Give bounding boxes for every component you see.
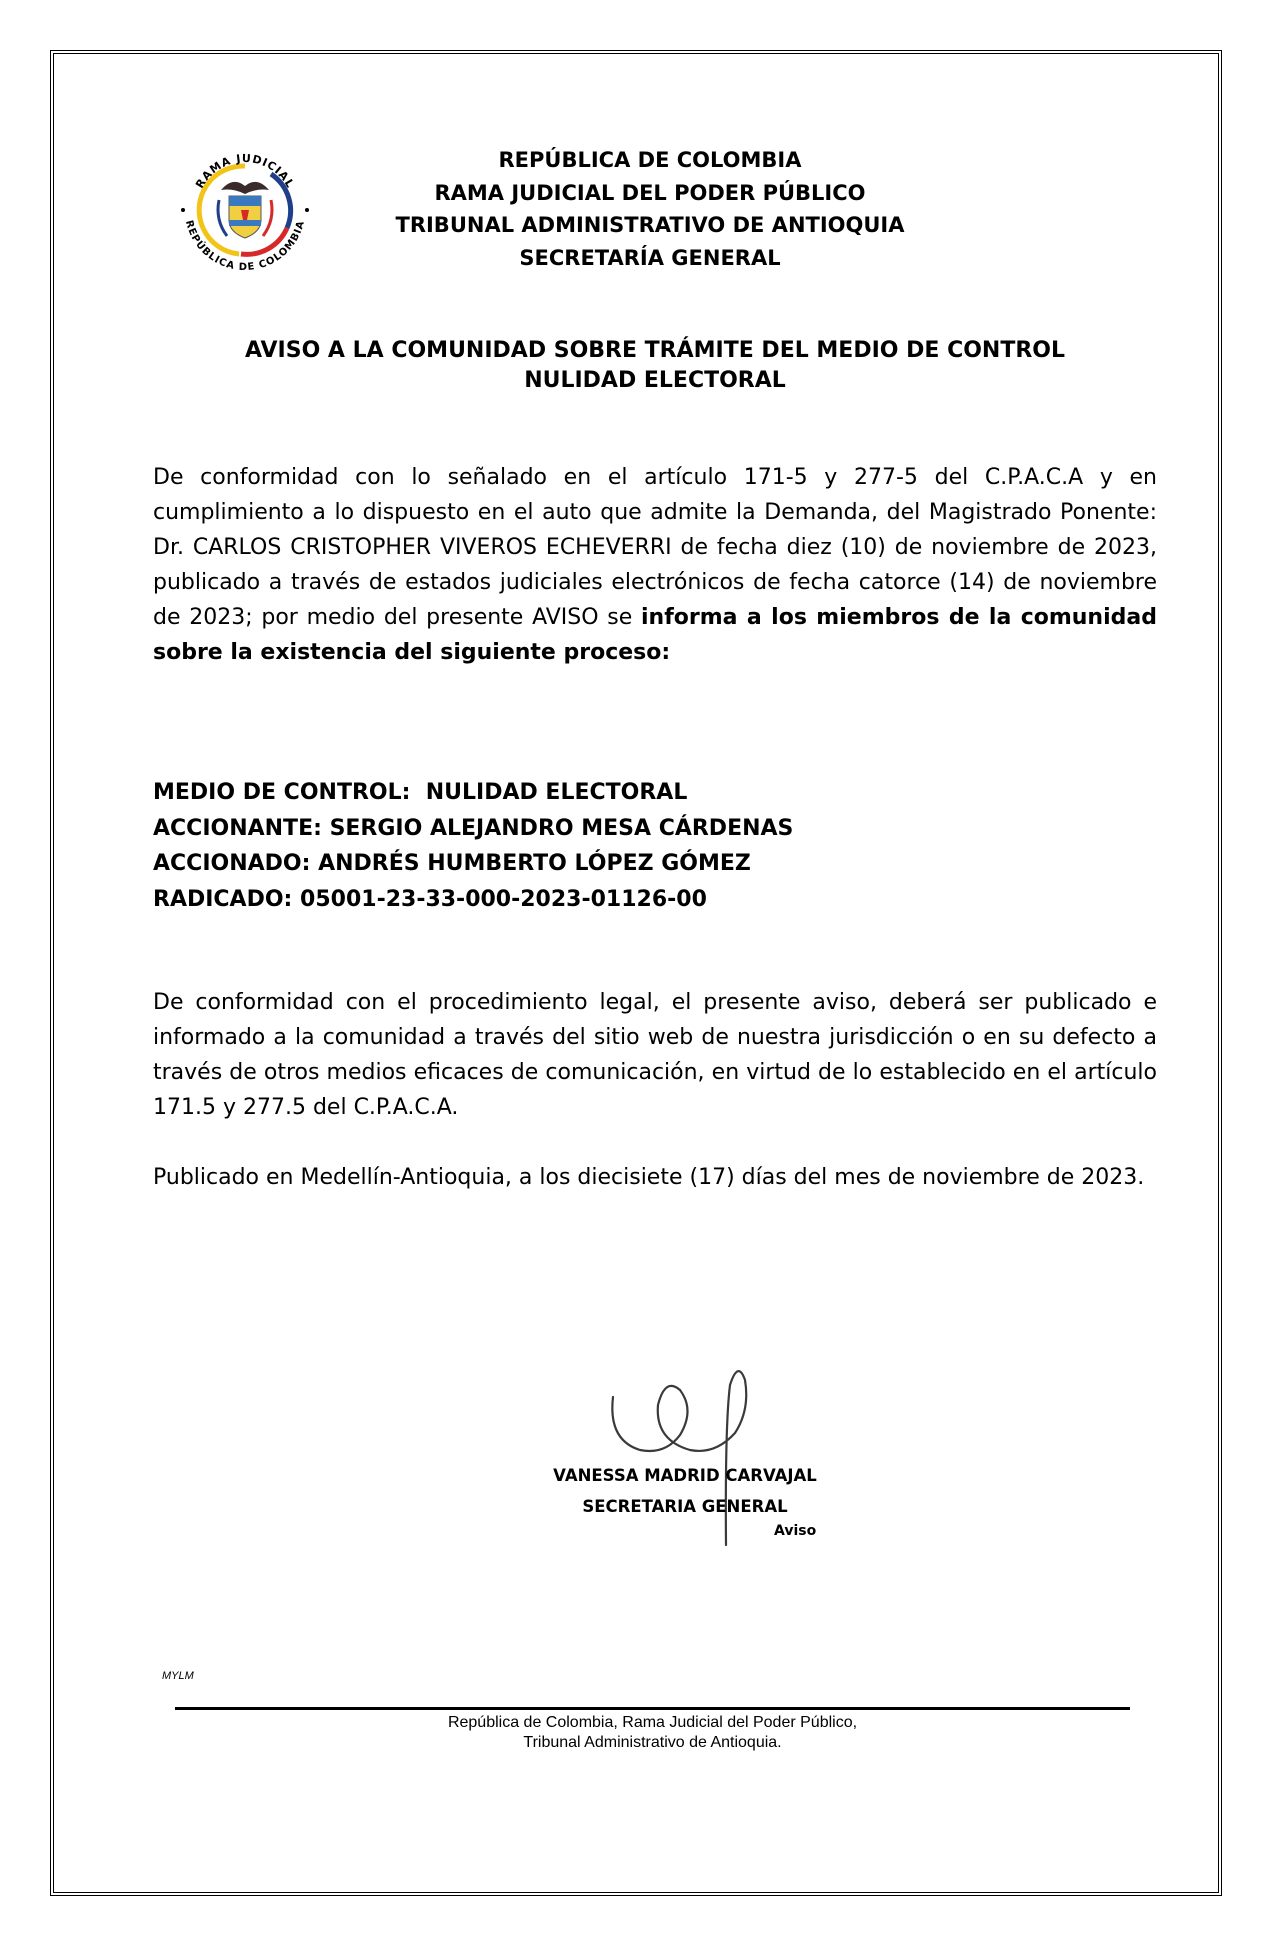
field-label: MEDIO DE CONTROL: [153,780,411,805]
procedure-paragraph: De conformidad con el procedimiento legal, el presente aviso, deberá ser publicado e informado a la comunidad a través del sitio web de nuestra jurisdicción o en su defecto a través de otros medios eficaces de comunicación, en virtud de lo establecido en el artículo 171.5 y 277.5 del C.P.A.C.A. [153,990,1157,1120]
field-value: 05001-23-33-000-2023-01126-00 [300,886,707,912]
seal-bottom-text: REPÚBLICA DE COLOMBIA [183,219,307,274]
footer-line1: República de Colombia, Rama Judicial del Poder Público, [447,1714,858,1731]
field-label: RADICADO: [153,886,293,912]
header-line-rama-judicial: RAMA JUDICIAL DEL PODER PÚBLICO [434,180,866,205]
footer-divider [175,1707,1130,1710]
field-value: NULIDAD ELECTORAL [425,780,688,805]
coat-of-arms-icon [218,182,272,238]
page-border [50,50,1222,1896]
field-value: SERGIO ALEJANDRO MESA CÁRDENAS [329,815,794,841]
signatory-role: SECRETARIA GENERAL [582,1497,788,1516]
institution-header [340,144,960,274]
drafter-initials: MYLM [162,1670,194,1682]
publication-paragraph: Publicado en Medellín-Antioquia, a los diecisiete (17) días del mes de noviembre de 2023. [153,1165,1145,1190]
notice-title [150,336,1160,396]
signature-reference: Aviso [774,1523,817,1539]
intro-paragraph [153,460,1157,670]
seal-dot-left [181,208,185,212]
header-line-secretaria: SECRETARÍA GENERAL [519,245,781,270]
footer-line2: Tribunal Administrativo de Antioquia. [523,1734,782,1751]
signatory-name: VANESSA MADRID CARVAJAL [553,1466,817,1485]
intro-paragraph-text: De conformidad con lo señalado en el artículo 171-5 y 277-5 del C.P.A.C.A y en cumplimiento a lo dispuesto en el auto que admite la Demanda, del Magistrado Ponente: Dr. CARLOS CRISTOPHER VIVEROS ECHEVERRI de fecha diez (10) de noviembre de 2023, publicado a través de estados judiciales electrónicos de fecha catorce (14) de noviembre de 2023; por medio del presente AVISO se [153,465,1157,630]
rama-judicial-seal-logo [175,140,315,280]
header-line-republic: REPÚBLICA DE COLOMBIA [498,148,802,172]
signatory [530,1460,840,1522]
header-line-tribunal: TRIBUNAL ADMINISTRATIVO DE ANTIOQUIA [395,213,905,237]
field-label: ACCIONADO: [153,851,311,876]
notice-title-line2: NULIDAD ELECTORAL [524,368,786,393]
field-medio-de-control [153,775,793,811]
process-details [153,775,793,917]
seal-top-text: RAMA JUDICIAL [193,151,297,191]
field-label: ACCIONANTE: [153,815,322,841]
field-accionante [153,811,793,847]
seal-dot-right [305,208,309,212]
field-radicado [153,882,793,918]
field-value: ANDRÉS HUMBERTO LÓPEZ GÓMEZ [318,851,751,876]
intro-paragraph-bold-text: informa a los miembros de la comunidad sobre la existencia del siguiente proceso: [153,605,1157,665]
page-footer [175,1713,1130,1753]
field-accionado [153,846,793,882]
notice-title-line1: AVISO A LA COMUNIDAD SOBRE TRÁMITE DEL MEDIO DE CONTROL [244,338,1065,363]
